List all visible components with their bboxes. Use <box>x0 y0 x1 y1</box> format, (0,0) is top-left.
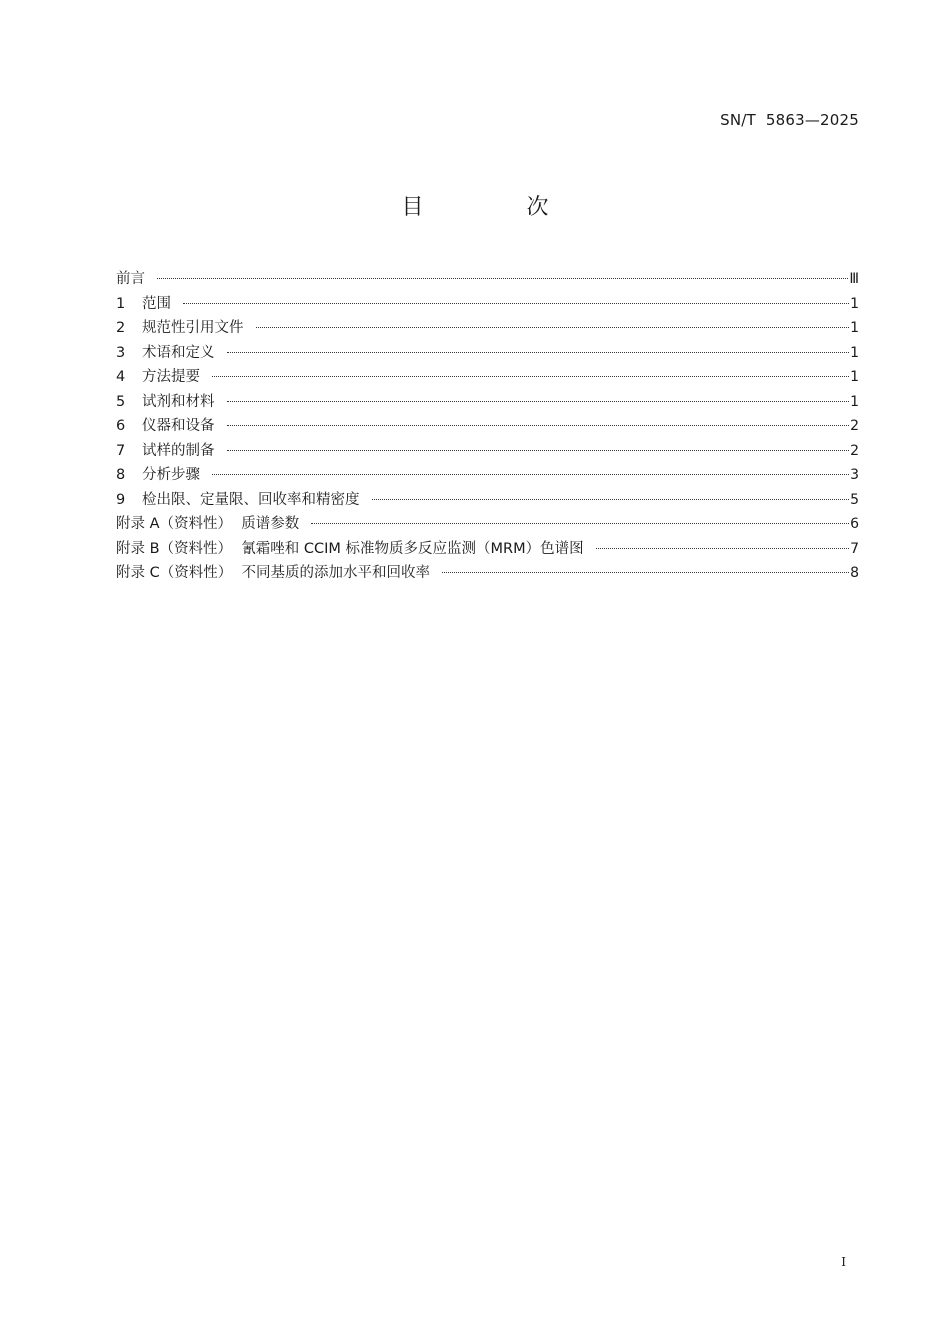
toc-leader-dots <box>227 450 850 451</box>
toc-entry-number: 5 <box>116 393 126 410</box>
toc-leader-dots <box>212 376 849 377</box>
toc-entry-page: 2 <box>850 418 859 434</box>
toc-entry-text: 试样的制备 <box>142 442 215 459</box>
toc-entry-text: 规范性引用文件 <box>142 320 244 336</box>
toc-leader-dots <box>212 474 849 475</box>
toc-leader-dots <box>227 401 850 402</box>
toc-entry-method-principle[interactable] <box>116 365 859 390</box>
toc-entry-page: 2 <box>850 442 859 459</box>
standard-code: SN/T 5863—2025 <box>720 111 859 129</box>
toc-entry-page: 3 <box>850 467 859 483</box>
toc-entry-text: 附录 A（资料性） 质谱参数 <box>116 516 300 532</box>
toc-entry-text: 仪器和设备 <box>142 418 215 434</box>
toc-entry-text: 附录 B（资料性） 氰霜唑和 CCIM 标准物质多反应监测（MRM）色谱图 <box>116 540 584 557</box>
toc-entry-number: 6 <box>116 418 126 434</box>
toc-entry-annex-a[interactable] <box>116 512 859 537</box>
toc-entry-annex-c[interactable] <box>116 561 859 586</box>
toc-entry-foreword[interactable] <box>116 267 859 292</box>
toc-entry-analytical-procedure[interactable] <box>116 463 859 488</box>
toc-entry-number: 1 <box>116 295 126 312</box>
toc-entry-number: 9 <box>116 491 126 508</box>
toc-leader-dots <box>227 425 850 426</box>
toc-entry-page: 8 <box>850 565 859 581</box>
toc-leader-dots <box>372 499 850 500</box>
toc-entry-number: 7 <box>116 442 126 459</box>
toc-entry-page: 7 <box>850 540 859 557</box>
toc-entry-number: 2 <box>116 320 126 336</box>
toc-leader-dots <box>256 327 850 328</box>
toc-entry-page: 1 <box>850 295 859 312</box>
toc-entry-text: 试剂和材料 <box>142 393 215 410</box>
toc-entry-page: 1 <box>850 369 859 385</box>
table-of-contents <box>116 267 859 586</box>
toc-entry-reagents-materials[interactable] <box>116 390 859 415</box>
toc-entry-text: 术语和定义 <box>142 344 215 361</box>
toc-entry-apparatus[interactable] <box>116 414 859 439</box>
toc-entry-detection-limits[interactable] <box>116 488 859 513</box>
toc-entry-text: 前言 <box>116 271 145 287</box>
toc-entry-text: 方法提要 <box>142 369 200 385</box>
toc-entry-normative-references[interactable] <box>116 316 859 341</box>
toc-entry-terms-definitions[interactable] <box>116 341 859 366</box>
toc-entry-scope[interactable] <box>116 292 859 317</box>
toc-entry-number: 3 <box>116 344 126 361</box>
toc-entry-sample-preparation[interactable] <box>116 439 859 464</box>
toc-entry-annex-b[interactable] <box>116 537 859 562</box>
toc-entry-page: Ⅲ <box>849 271 859 287</box>
toc-entry-page: 1 <box>850 320 859 336</box>
toc-entry-text: 附录 C（资料性） 不同基质的添加水平和回收率 <box>116 565 430 581</box>
toc-entry-text: 分析步骤 <box>142 467 200 483</box>
toc-leader-dots <box>157 278 848 279</box>
toc-entry-page: 5 <box>850 491 859 508</box>
page-number: I <box>841 1255 846 1269</box>
toc-entry-page: 1 <box>850 393 859 410</box>
toc-leader-dots <box>596 548 849 549</box>
toc-entry-page: 1 <box>850 344 859 361</box>
toc-leader-dots <box>442 572 849 573</box>
toc-title: 目 次 <box>401 195 597 220</box>
toc-entry-number: 4 <box>116 369 126 385</box>
toc-entry-text: 检出限、定量限、回收率和精密度 <box>142 491 360 508</box>
toc-leader-dots <box>227 352 850 353</box>
toc-leader-dots <box>183 303 849 304</box>
toc-entry-page: 6 <box>850 516 859 532</box>
toc-entry-text: 范围 <box>142 295 171 312</box>
toc-leader-dots <box>311 523 849 524</box>
toc-entry-number: 8 <box>116 467 126 483</box>
